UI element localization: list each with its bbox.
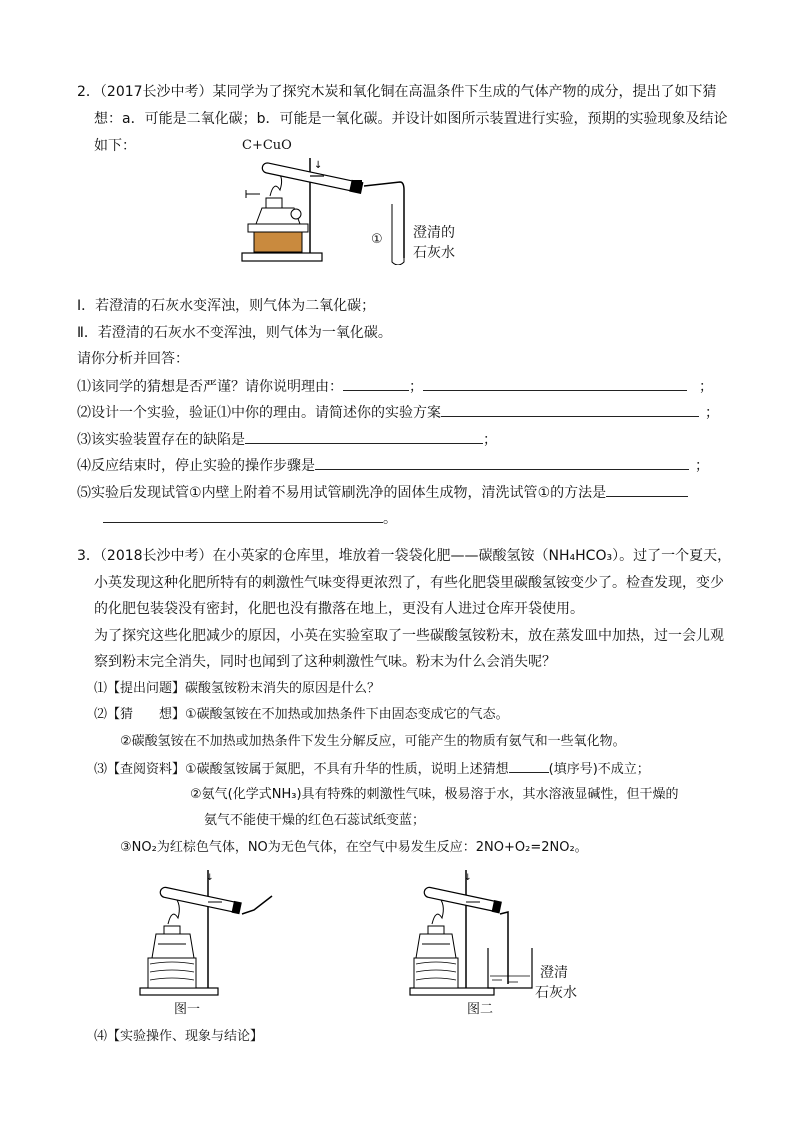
q3-part2: ⑵【猜 想】①碳酸氢铵在不加热或加热条件下由固态变成它的气态。 [94, 707, 509, 722]
q3-part2b: ②碳酸氢铵在不加热或加热条件下发生分解反应，可能产生的物质有氨气和一些氧化物。 [120, 734, 626, 749]
q3-figure-2 [408, 868, 538, 998]
q2-sub1 [77, 376, 713, 397]
q2-line3: 如下： [94, 138, 136, 154]
q3-part3c: ②氨气(化学式NH₃)具有特殊的刺激性气味，极易溶于水，其水溶液显碱性，但干燥的 [190, 787, 679, 802]
q2-sub5-text-b: 内壁上附着不易用试管刷洗净的固体生成物，清洗试管 [201, 485, 538, 501]
figure-2-limewater-2: 石灰水 [535, 985, 577, 1001]
q2-sub3-blank[interactable] [245, 429, 483, 444]
q2-sub5-circle-2: ① [537, 485, 551, 501]
q3-line3: 的化肥包装袋没有密封，化肥也没有撒落在地上，更没有人进过仓库开袋使用。 [94, 601, 584, 617]
q2-sub5-line2 [103, 508, 397, 529]
limewater-label-1: 澄清的 [413, 225, 455, 241]
q3-part3 [94, 758, 650, 780]
svg-text:↓: ↓ [206, 873, 214, 883]
q3-line4: 为了探究这些化肥减少的原因，小英在实验室取了一些碳酸氢铵粉末，放在蒸发皿中加热，过一会儿观 [94, 628, 724, 644]
q2-line2: 想：a．可能是二氧化碳；b．可能是一氧化碳。并设计如图所示装置进行实验，预期的实验现象及结论 [94, 111, 728, 127]
q2-sub5 [77, 482, 688, 503]
figure-1-caption: 图一 [174, 1002, 201, 1017]
q2-sub5-text-a: ⑸实验后发现试管 [77, 485, 189, 501]
limewater-label-2: 石灰水 [413, 245, 455, 261]
q2-sub3 [77, 429, 497, 450]
q3-line1: 3．（2018长沙中考）在小英家的仓库里，堆放着一袋袋化肥——碳酸氢铵（NH₄HCO₃）。过了一个夏天， [77, 548, 732, 564]
q3-part1: ⑴【提出问题】碳酸氢铵粉末消失的原因是什么？ [94, 681, 381, 696]
q2-sub4-end: ； [695, 458, 709, 474]
q2-sub5-blank-a[interactable] [606, 482, 688, 497]
q3-part3-text: ⑶【查阅资料】①碳酸氢铵属于氮肥，不具有升华的性质，说明上述猜想 [94, 762, 509, 777]
q3-part3d: 氨气不能使干燥的红色石蕊试纸变蓝； [204, 813, 426, 828]
q2-conclusion-1: Ⅰ．若澄清的石灰水变浑浊，则气体为二氧化碳； [77, 298, 376, 314]
figure-2-caption: 图二 [467, 1002, 494, 1017]
q2-sub5-end: 。 [383, 511, 397, 527]
svg-text:↓: ↓ [314, 160, 323, 171]
q2-sub2-blank[interactable] [441, 402, 699, 417]
q2-sub5-circle-1: ① [189, 485, 202, 501]
q2-sub5-blank-b[interactable] [103, 508, 383, 523]
q3-line2: 小英发现这种化肥所特有的刺激性气味变得更浓烈了，有些化肥袋里碳酸氢铵变少了。检查发现，变少 [94, 575, 724, 591]
q2-sub5-text-c: 的方法是 [550, 485, 607, 501]
q2-conclusion-2: Ⅱ．若澄清的石灰水不变浑浊，则气体为一氧化碳。 [77, 325, 392, 341]
circle-one-label: ① [371, 232, 383, 247]
q2-sub4 [77, 455, 709, 476]
q2-sub3-end: ； [483, 432, 497, 448]
q2-sub4-blank[interactable] [315, 455, 689, 470]
q3-line5: 察到粉末完全消失，同时也闻到了这种刺激性气味。粉末为什么会消失呢？ [94, 654, 556, 670]
q2-apparatus-figure [232, 150, 412, 265]
q2-sub2 [77, 402, 719, 423]
q3-figure-1 [138, 868, 283, 998]
q3-part3-end: (填序号)不成立； [548, 762, 650, 777]
q2-sub1-end: ； [699, 379, 713, 395]
q2-sub3-text: ⑶该实验装置存在的缺陷是 [77, 432, 245, 448]
q2-sub4-text: ⑷反应结束时，停止实验的操作步骤是 [77, 458, 315, 474]
q2-prompt: 请你分析并回答： [77, 351, 189, 367]
q2-sub2-end: ； [705, 405, 719, 421]
q2-sub1-blank-a[interactable] [343, 376, 409, 391]
q2-sub1-text: ⑴该同学的猜想是否严谨？请你说明理由： [77, 379, 343, 395]
reactant-label: C+CuO [242, 138, 292, 153]
q3-part3e: ③NO₂为红棕色气体，NO为无色气体，在空气中易发生反应：2NO+O₂=2NO₂。 [120, 840, 588, 855]
svg-text:↓: ↓ [464, 873, 472, 883]
q2-sub1-blank-b[interactable] [423, 376, 687, 391]
q3-part4: ⑷【实验操作、现象与结论】 [94, 1029, 264, 1044]
q2-sub2-text: ⑵设计一个实验，验证⑴中你的理由。请简述你的实验方案 [77, 405, 441, 421]
q2-line1: 2．（2017长沙中考）某同学为了探究木炭和氧化铜在高温条件下生成的气体产物的成分，提出了如下猜 [77, 84, 717, 100]
q3-part3-blank[interactable] [509, 758, 549, 773]
q2-sub1-sep: ； [409, 379, 423, 395]
figure-2-limewater-1: 澄清 [540, 965, 568, 981]
